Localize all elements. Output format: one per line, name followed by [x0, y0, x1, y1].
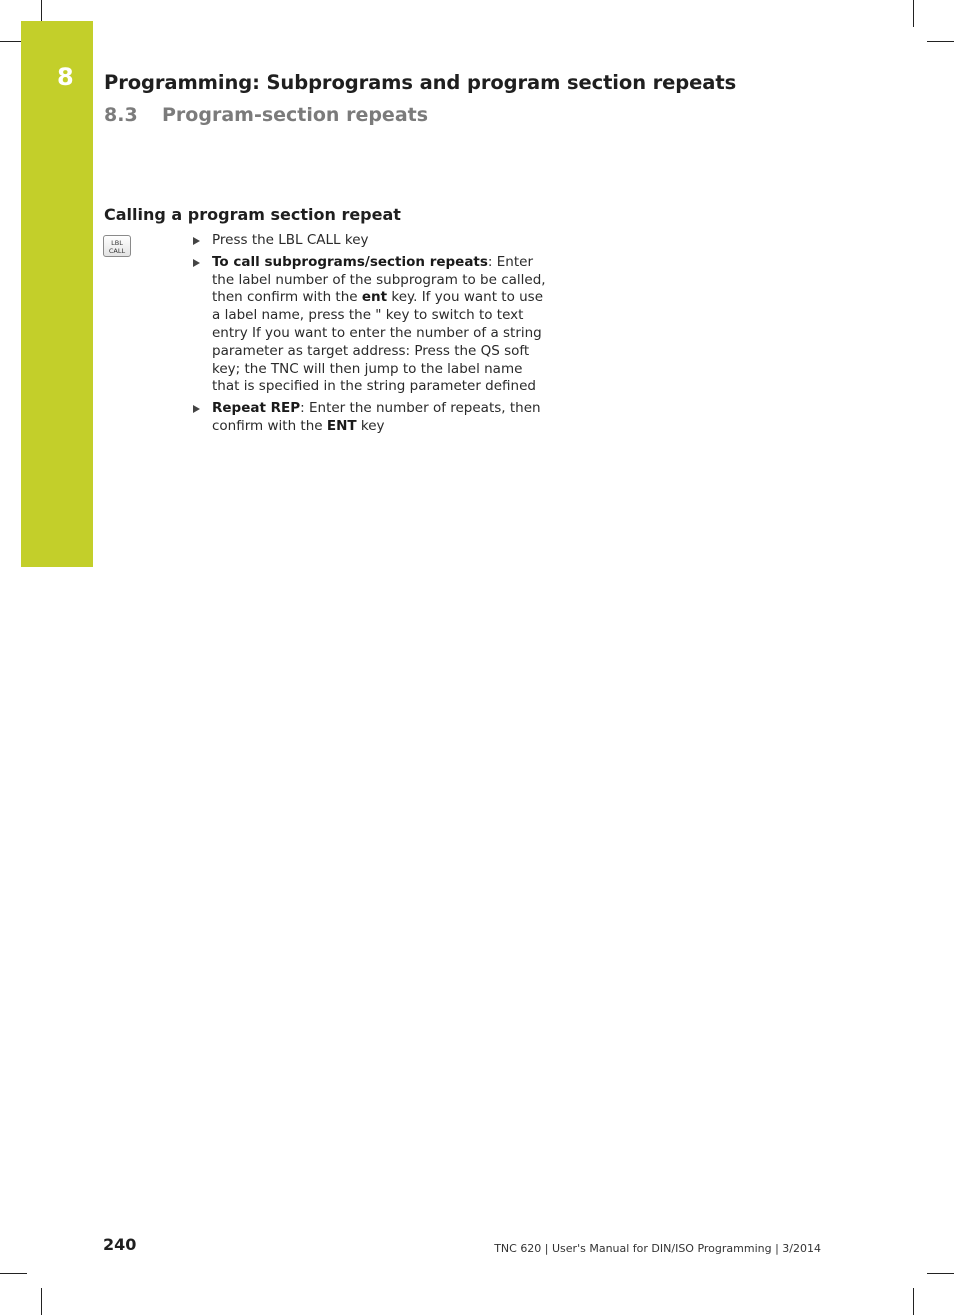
crop-mark [41, 1288, 42, 1315]
section-header [104, 104, 428, 126]
page-number: 240 [103, 1235, 137, 1254]
step-bold-term: To call subprograms/section repeats [212, 253, 488, 270]
crop-mark [0, 1273, 27, 1274]
step-item [193, 254, 553, 396]
step-text: Press the LBL CALL key [212, 232, 369, 248]
chapter-number: 8 [57, 63, 74, 91]
crop-mark [913, 0, 914, 27]
key-label-line2: CALL [108, 247, 126, 255]
chapter-title: Programming: Subprograms and program section repeats [104, 71, 737, 94]
step-text: key. If you want to use a label name, press the " key to switch to text entry If you want to enter the number of a string parameter as target address: Press the QS soft key; the TNC will then jump to the label name that is specified in the string parameter defined [212, 289, 544, 395]
crop-mark [913, 1288, 914, 1315]
crop-mark [927, 41, 954, 42]
footer-text: TNC 620 | User's Manual for DIN/ISO Programming | 3/2014 [494, 1242, 821, 1255]
section-title: Program-section repeats [162, 104, 429, 126]
triangle-bullet-icon [193, 405, 200, 413]
step-item [193, 232, 553, 250]
instruction-steps [193, 232, 553, 440]
step-bold-key: ent [361, 289, 388, 306]
chapter-band [21, 21, 93, 567]
step-bold-key: ENT [326, 417, 357, 434]
crop-mark [927, 1273, 954, 1274]
subheading: Calling a program section repeat [104, 205, 401, 224]
step-text: : Enter the number of repeats, then confirm with the [212, 400, 541, 434]
step-text: : Enter the label number of the subprogram to be called, then confirm with the [212, 253, 546, 306]
triangle-bullet-icon [193, 259, 200, 267]
step-text: key [356, 417, 385, 434]
lbl-call-key-icon [103, 235, 131, 257]
key-label-line1: LBL [111, 239, 123, 247]
section-number: 8.3 [104, 104, 138, 126]
step-bold-term: Repeat REP [212, 400, 301, 417]
triangle-bullet-icon [193, 237, 200, 245]
step-item [193, 400, 553, 436]
